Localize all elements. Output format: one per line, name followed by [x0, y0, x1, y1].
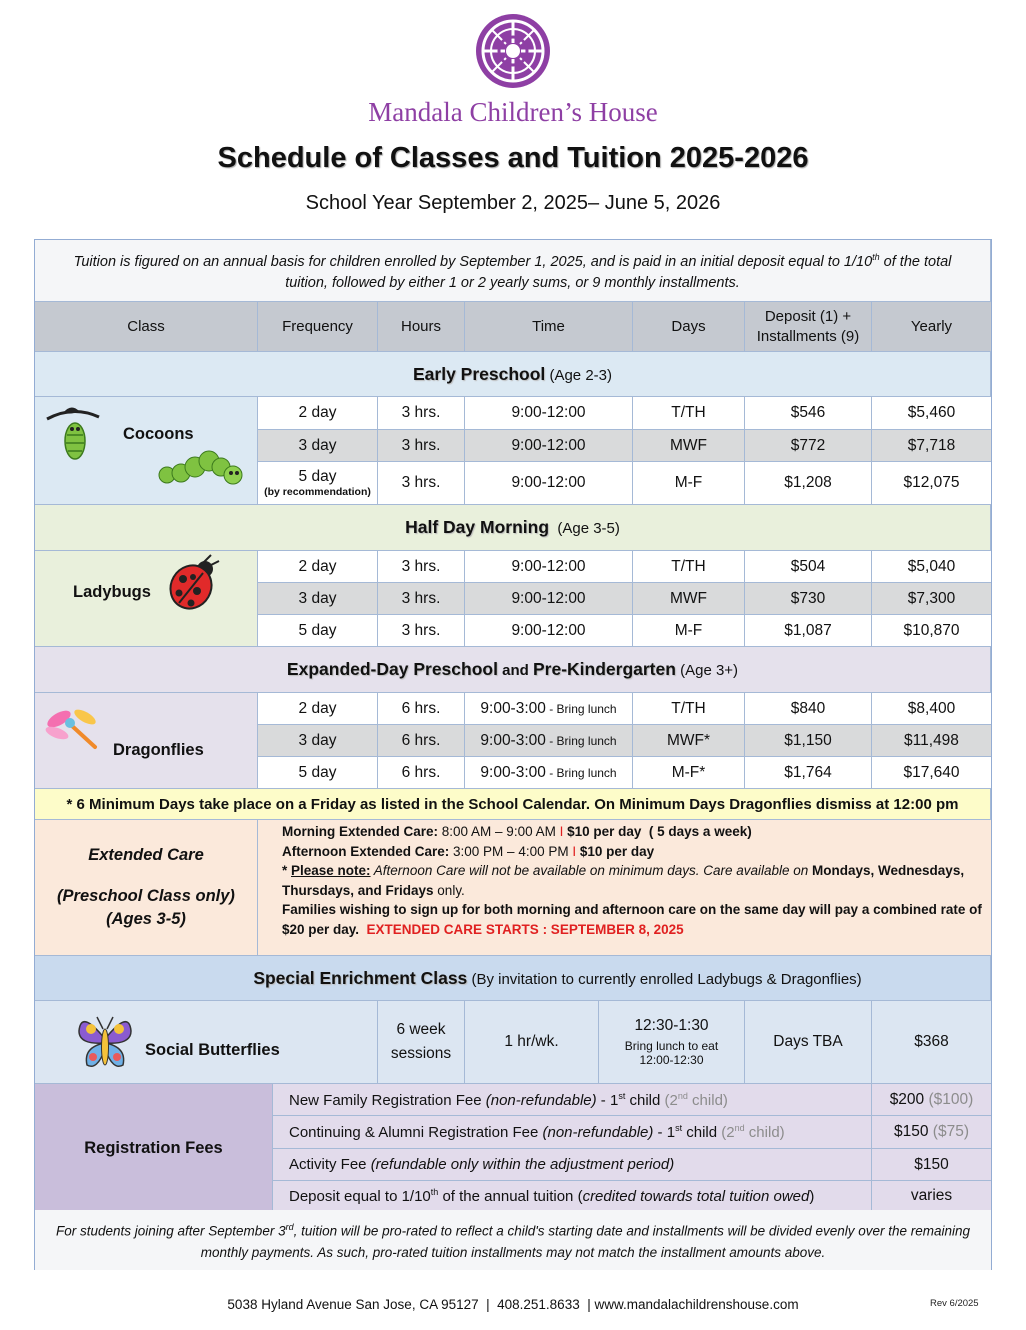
col-header-class: Class [35, 302, 258, 352]
class-name-dragonflies: Dragonflies [113, 741, 204, 759]
table-row-cell: 2 day [258, 397, 378, 430]
table-row-cell: M-F* [633, 757, 745, 789]
table-row-cell: 3 hrs. [378, 551, 465, 583]
table-row-cell: 3 hrs. [378, 615, 465, 647]
col-header-deposit: Deposit (1) + Installments (9) [745, 302, 872, 352]
table-row-cell: 9:00-12:00 [465, 397, 633, 430]
table-row-cell: 6 hrs. [378, 725, 465, 757]
table-row-cell: 9:00-3:00 - Bring lunch [465, 757, 633, 789]
minimum-days-note: * 6 Minimum Days take place on a Friday as listed in the School Calendar. On Minimum Days Dragonflies dismiss at 12:00 pm [35, 789, 991, 820]
table-row-cell: $772 [745, 430, 872, 462]
table-row-cell: $730 [745, 583, 872, 615]
table-row-cell: $840 [745, 693, 872, 725]
page-title: Schedule of Classes and Tuition 2025-2026 [217, 142, 809, 174]
table-row-cell: $7,300 [872, 583, 991, 615]
intro-text: Tuition is figured on an annual basis for children enrolled by September 1, 2025, and is paid in an initial deposit equal to 1/10th of the total tuition, followed by either 1 or 2 yearly sums, or 9 monthly installments. [35, 240, 991, 302]
registration-fees-label: Registration Fees [35, 1084, 273, 1214]
table-row-cell: $1,764 [745, 757, 872, 789]
table-row-cell: 9:00-3:00 - Bring lunch [465, 693, 633, 725]
class-dragonflies [35, 693, 258, 789]
caterpillar-icon [155, 445, 245, 487]
table-row-cell: 3 day [258, 430, 378, 462]
table-row-cell: 9:00-12:00 [465, 583, 633, 615]
table-row-cell: $5,040 [872, 551, 991, 583]
ladybug-icon [163, 553, 225, 615]
registration-price-activity: $150 [872, 1149, 991, 1181]
table-row-cell: MWF* [633, 725, 745, 757]
col-header-days: Days [633, 302, 745, 352]
class-ladybugs [35, 551, 258, 647]
table-row-cell: 9:00-12:00 [465, 430, 633, 462]
footer-contact: 5038 Hyland Avenue San Jose, CA 95127 | 408.251.8633 | www.mandalachildrenshouse.com [227, 1297, 799, 1312]
table-row-cell: $1,208 [745, 462, 872, 505]
proration-footnote: For students joining after September 3rd, tuition will be pro-rated to reflect a child's starting date and installments will be divided evenly over the remaining monthly payments. As such, pro-rated tuition installments may not match the installment amounts above. [35, 1210, 991, 1270]
section-half-day-morning: Half Day Morning (Age 3-5) [35, 505, 991, 551]
class-name-ladybugs: Ladybugs [73, 583, 151, 601]
table-row-cell: T/TH [633, 693, 745, 725]
enrichment-time: 12:30-1:30 Bring lunch to eat 12:00-12:30 [599, 1001, 745, 1084]
table-row-cell: $12,075 [872, 462, 991, 505]
table-row-cell: M-F [633, 462, 745, 505]
table-row-cell: 3 hrs. [378, 430, 465, 462]
revision-label: Rev 6/2025 [930, 1298, 979, 1309]
table-row-cell: $10,870 [872, 615, 991, 647]
table-row-cell: $8,400 [872, 693, 991, 725]
table-row-cell: T/TH [633, 551, 745, 583]
table-row-cell: M-F [633, 615, 745, 647]
registration-row-activity: Activity Fee (refundable only within the adjustment period) [273, 1149, 872, 1181]
section-special-enrichment: Special Enrichment Class (By invitation to currently enrolled Ladybugs & Dragonflies) [35, 956, 991, 1001]
table-row-cell: 3 day [258, 583, 378, 615]
dragonfly-icon [43, 703, 101, 751]
table-row-cell: $504 [745, 551, 872, 583]
table-row-cell: MWF [633, 430, 745, 462]
extended-care-details: Morning Extended Care: 8:00 AM – 9:00 AM I $10 per day ( 5 days a week) Afternoon Extended Care: 3:00 PM – 4:00 PM I $10 per day * Please note: Afternoon Care will not be available on minimum days. Care available on Mondays, Wednesdays, Thursdays, and Fridays only. Families wishing to sign up for both morning and afternoon care on the same day will pay a combined rate of $20 per day. EXTENDED CARE STARTS : SEPTEMBER 8, 2025 [258, 820, 991, 956]
table-row-cell: 5 day [258, 615, 378, 647]
class-name-cocoons: Cocoons [123, 425, 194, 443]
table-row-cell: T/TH [633, 397, 745, 430]
extended-care-label: Extended Care (Preschool Class only) (Ages 3-5) [35, 820, 258, 956]
registration-row-continuing: Continuing & Alumni Registration Fee (non-refundable) - 1st child (2nd child) [273, 1116, 872, 1149]
table-row-cell: $546 [745, 397, 872, 430]
section-expanded-day: Expanded-Day Preschool and Pre-Kindergarten (Age 3+) [35, 647, 991, 693]
table-row-cell: $5,460 [872, 397, 991, 430]
class-social-butterflies [35, 1001, 378, 1084]
registration-row-deposit: Deposit equal to 1/10th of the annual tuition (credited towards total tuition owed) [273, 1181, 872, 1212]
enrichment-frequency: 6 week sessions [378, 1001, 465, 1084]
registration-price-new-family: $200 ($100) [872, 1084, 991, 1116]
table-row-cell: 5 day [258, 757, 378, 789]
enrichment-days: Days TBA [745, 1001, 872, 1084]
table-row-cell: 3 day [258, 725, 378, 757]
table-row-cell: 9:00-3:00 - Bring lunch [465, 725, 633, 757]
page-header [0, 0, 1026, 232]
table-row-cell: 2 day [258, 693, 378, 725]
section-early-preschool: Early Preschool (Age 2-3) [35, 352, 991, 397]
tuition-table [34, 239, 992, 1270]
caterpillar-cocoon-icon [43, 401, 103, 465]
mandala-logo-icon [475, 13, 551, 89]
table-row-cell: 3 hrs. [378, 462, 465, 505]
col-header-time: Time [465, 302, 633, 352]
enrichment-hours: 1 hr/wk. [465, 1001, 599, 1084]
table-row-cell: 3 hrs. [378, 397, 465, 430]
table-row-cell: 6 hrs. [378, 757, 465, 789]
table-row-cell: $17,640 [872, 757, 991, 789]
org-name: Mandala Children’s House [368, 97, 658, 127]
butterfly-icon [75, 1009, 135, 1075]
table-row-cell: $7,718 [872, 430, 991, 462]
table-row-cell: 3 hrs. [378, 583, 465, 615]
col-header-yearly: Yearly [872, 302, 991, 352]
enrichment-price: $368 [872, 1001, 991, 1084]
class-name-social-butterflies: Social Butterflies [145, 1041, 280, 1059]
page-subtitle: School Year September 2, 2025– June 5, 2026 [305, 192, 721, 214]
table-row-cell: 5 day (by recommendation) [258, 462, 378, 505]
table-row-cell: 2 day [258, 551, 378, 583]
class-cocoons [35, 397, 258, 505]
registration-row-new-family: New Family Registration Fee (non-refundable) - 1st child (2nd child) [273, 1084, 872, 1116]
col-header-hours: Hours [378, 302, 465, 352]
table-row-cell: 9:00-12:00 [465, 462, 633, 505]
table-row-cell: $1,087 [745, 615, 872, 647]
table-row-cell: 9:00-12:00 [465, 615, 633, 647]
table-row-cell: 9:00-12:00 [465, 551, 633, 583]
table-row-cell: $11,498 [872, 725, 991, 757]
table-row-cell: MWF [633, 583, 745, 615]
registration-price-continuing: $150 ($75) [872, 1116, 991, 1149]
col-header-frequency: Frequency [258, 302, 378, 352]
registration-price-deposit: varies [872, 1181, 991, 1212]
table-row-cell: $1,150 [745, 725, 872, 757]
table-row-cell: 6 hrs. [378, 693, 465, 725]
